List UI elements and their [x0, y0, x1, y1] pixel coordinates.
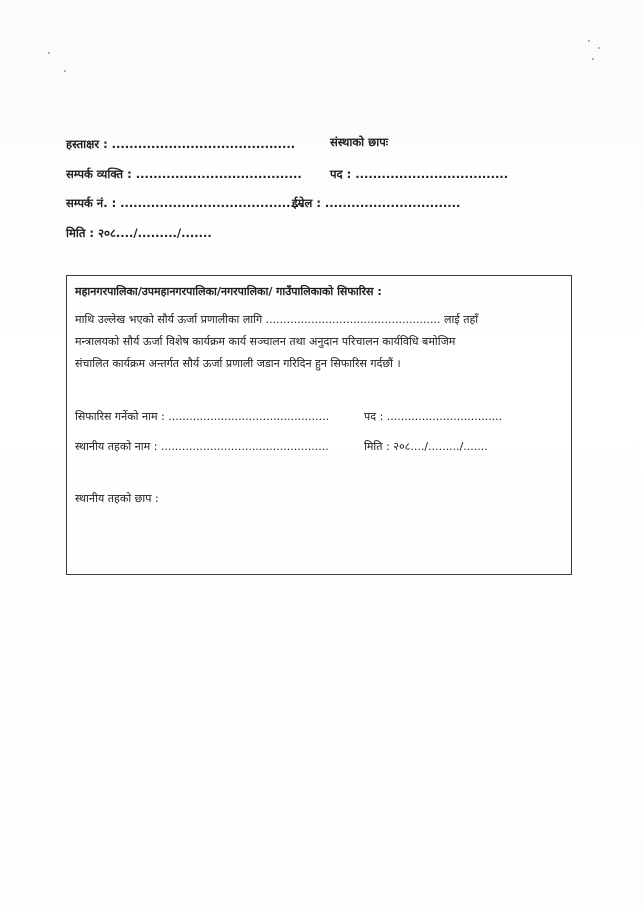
- post-field: पद : ...................................: [330, 167, 509, 181]
- local-body-stamp-label: स्थानीय तहको छाप :: [75, 492, 159, 505]
- scan-speck: [588, 40, 590, 42]
- local-body-name-field: स्थानीय तहको नाम : ................................................: [75, 440, 329, 453]
- signature-field: हस्ताक्षर : ..........................................: [66, 137, 296, 151]
- contact-person-field: सम्पर्क व्यक्ति : ......................................: [66, 167, 302, 181]
- recommender-name-field: सिफारिस गर्नेको नाम : ..............................................: [75, 410, 330, 423]
- recommendation-line-3: संचालित कार्यक्रम अन्तर्गत सौर्य ऊर्जा प्रणाली जडान गरिदिन हुन सिफारिस गर्दछौं ।: [75, 357, 401, 370]
- recommendation-line-1: माथि उल्लेख भएको सौर्य ऊर्जा प्रणालीका लागि .................................................. लाई तहाँ: [75, 313, 479, 326]
- scan-speck: [592, 58, 594, 60]
- date-field: मिति : २०८..../........./.......: [66, 226, 212, 240]
- recommender-post-field: पद : .................................: [364, 410, 503, 423]
- scan-speck: [48, 52, 50, 54]
- recommendation-line-2: मन्त्रालयको सौर्य ऊर्जा विशेष कार्यक्रम कार्य सञ्चालन तथा अनुदान परिचालन कार्यविधि बमोजिम: [75, 335, 456, 348]
- recommendation-date-field: मिति : २०८..../........./.......: [364, 440, 488, 453]
- recommendation-heading: महानगरपालिका/उपमहानगरपालिका/नगरपालिका/ गाउँपालिकाको सिफारिस :: [75, 285, 382, 298]
- contact-number-field: सम्पर्क नं. : ..........................................: [66, 196, 304, 210]
- recommendation-box: [66, 275, 572, 575]
- email-field: ईमेल : ...............................: [292, 196, 461, 210]
- org-stamp-label: संस्थाको छापः: [330, 135, 389, 149]
- scan-speck: [598, 47, 600, 49]
- scan-speck: [64, 70, 66, 72]
- recommendation-paragraph: [75, 309, 535, 375]
